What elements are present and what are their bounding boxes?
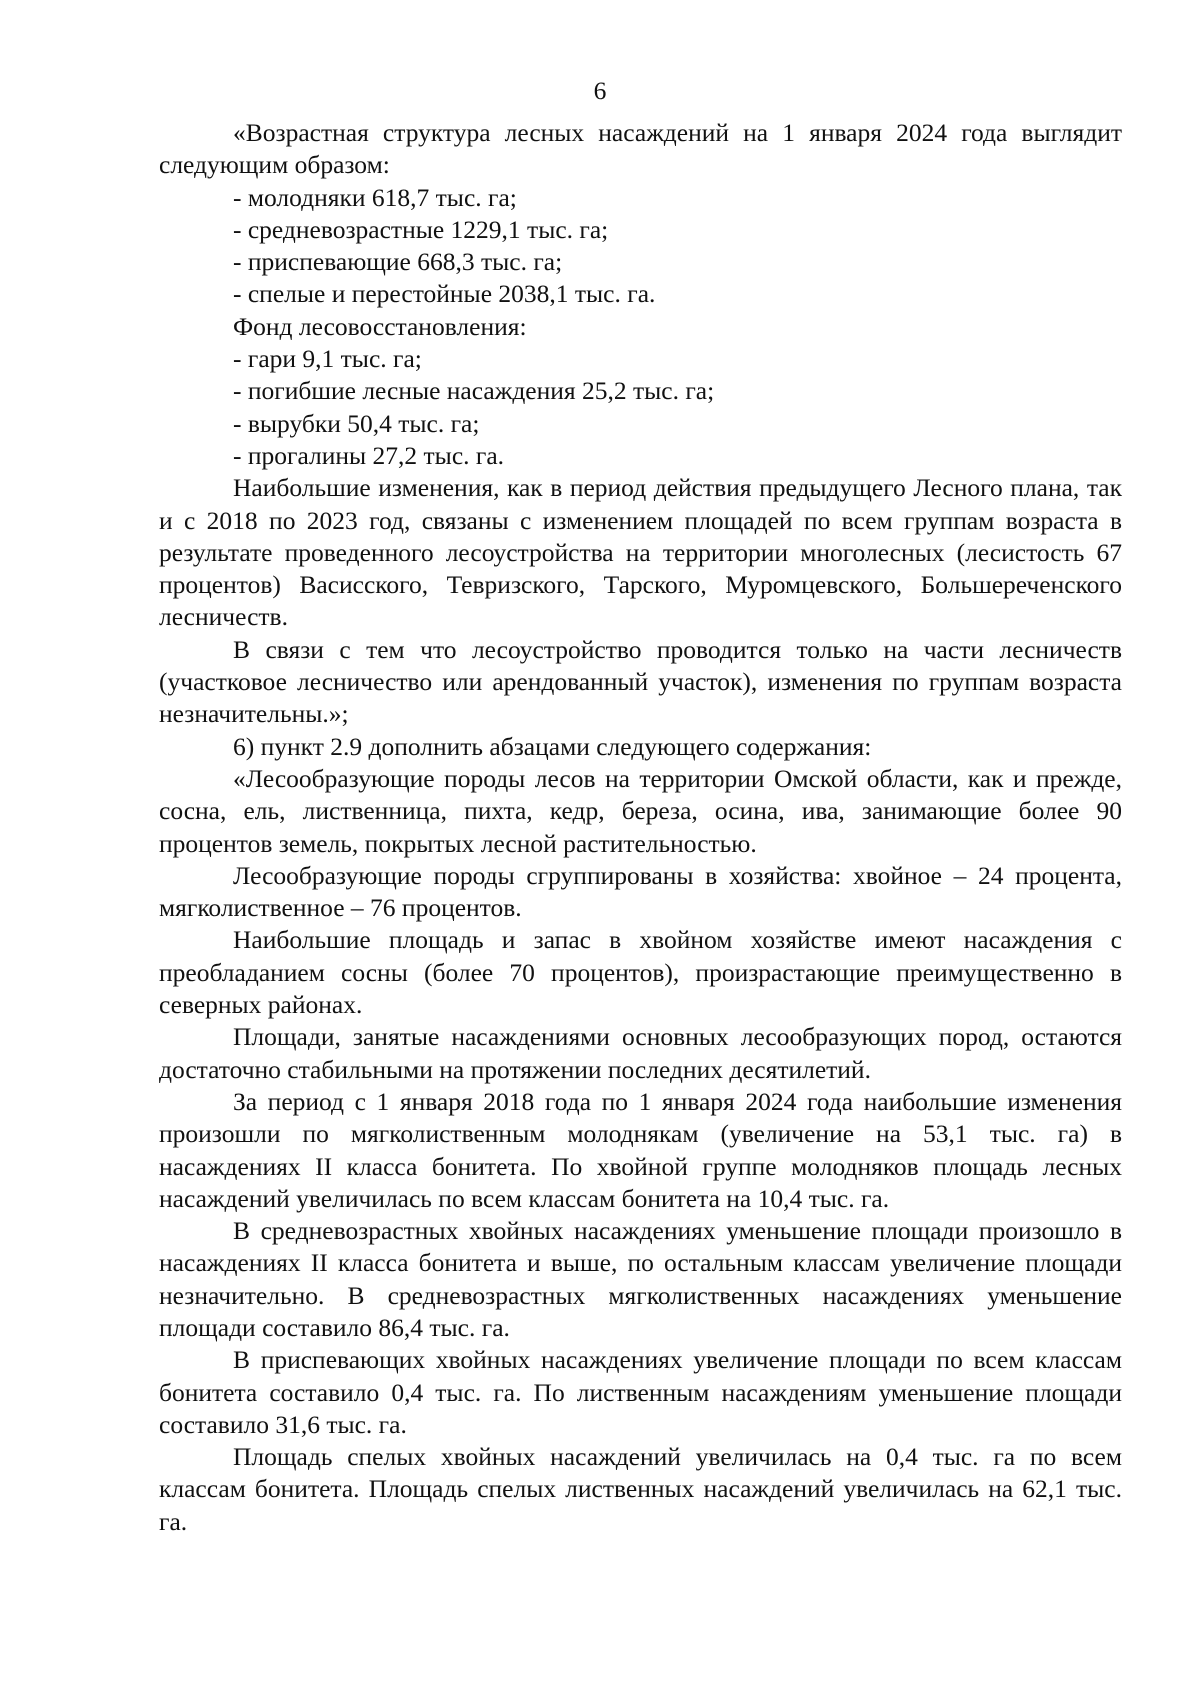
list-item-glades: - прогалины 27,2 тыс. га. bbox=[233, 440, 505, 470]
list-item-young-stands: - молодняки 618,7 тыс. га; bbox=[233, 182, 517, 212]
list-item-mature-overmature: - спелые и перестойные 2038,1 тыс. га. bbox=[233, 279, 656, 309]
list-item-middle-aged: - средневозрастные 1229,1 тыс. га; bbox=[233, 214, 609, 244]
paragraph-period-changes: За период с 1 января 2018 года по 1 января 2024 года наибольшие изменения произошли по мягколиственным молоднякам (увеличение на 53,1 тыс. га) в насаждениях II класса бонитета. По хвойной группе молодняков площадь лесных насаждений увеличилась по всем классам бонитета на 10,4 тыс. га. bbox=[159, 1086, 1122, 1213]
list-item-dead-stands: - погибшие лесные насаждения 25,2 тыс. га; bbox=[233, 376, 715, 406]
paragraph-forest-inventory: В связи с тем что лесоустройство проводится только на части лесничеств (участковое лесничество или арендованный участок), изменения по группам возраста незначительны.»; bbox=[159, 634, 1122, 729]
list-item-maturing: - приспевающие 668,3 тыс. га; bbox=[233, 247, 563, 277]
paragraph-maturing-changes: В приспевающих хвойных насаждениях увеличение площади по всем классам бонитета составило 0,4 тыс. га. По лиственным насаждениям уменьшение площади составило 31,6 тыс. га. bbox=[159, 1345, 1122, 1439]
paragraph-largest-changes: Наибольшие изменения, как в период действия предыдущего Лесного плана, так и с 2018 по 2023 год, связаны с изменением площадей по всем группам возраста в результате проведенного лесоустройства на территории многолесных (лесистость 67 процентов) Васисского, Тевризского, Тарского, Муромцевского, Большереченского лесничеств. bbox=[159, 473, 1122, 632]
paragraph-forest-species: «Лесообразующие породы лесов на территории Омской области, как и прежде, сосна, ель, лиственница, пихта, кедр, береза, осина, ива, занимающие более 90 процентов земель, покрытых лесной растительностью. bbox=[159, 763, 1122, 858]
paragraph-age-structure-intro: «Возрастная структура лесных насаждений на 1 января 2024 года выглядит следующим образом: bbox=[159, 118, 1122, 180]
paragraph-species-groups: Лесообразующие породы сгруппированы в хозяйства: хвойное – 24 процента, мягколиственное – 76 процентов. bbox=[159, 860, 1122, 923]
list-item-burnt-areas: - гари 9,1 тыс. га; bbox=[233, 344, 422, 374]
paragraph-middle-aged-changes: В средневозрастных хвойных насаждениях уменьшение площади произошло в насаждениях II класса бонитета и выше, по остальным классам увеличение площади незначительно. В средневозрастных мягколиственных насаждениях уменьшение площади составило 86,4 тыс. га. bbox=[159, 1216, 1122, 1342]
paragraph-stable-areas: Площади, занятые насаждениями основных лесообразующих пород, остаются достаточно стабильными на протяжении последних десятилетий. bbox=[159, 1022, 1122, 1084]
paragraph-reforestation-fund-heading: Фонд лесовосстановления: bbox=[233, 311, 527, 341]
paragraph-mature-changes: Площадь спелых хвойных насаждений увеличилась на 0,4 тыс. га по всем классам бонитета. Площадь спелых лиственных насаждений увеличилась на 62,1 тыс. га. bbox=[159, 1442, 1122, 1536]
page-number: 6 bbox=[593, 76, 607, 105]
paragraph-amendment-point: 6) пункт 2.9 дополнить абзацами следующего содержания: bbox=[233, 731, 872, 761]
list-item-clearcuts: - вырубки 50,4 тыс. га; bbox=[233, 408, 480, 438]
document-body bbox=[159, 117, 1122, 1538]
paragraph-coniferous-area: Наибольшие площадь и запас в хвойном хозяйстве имеют насаждения с преобладанием сосны (более 70 процентов), произрастающие преимущественно в северных районах. bbox=[159, 925, 1122, 1020]
